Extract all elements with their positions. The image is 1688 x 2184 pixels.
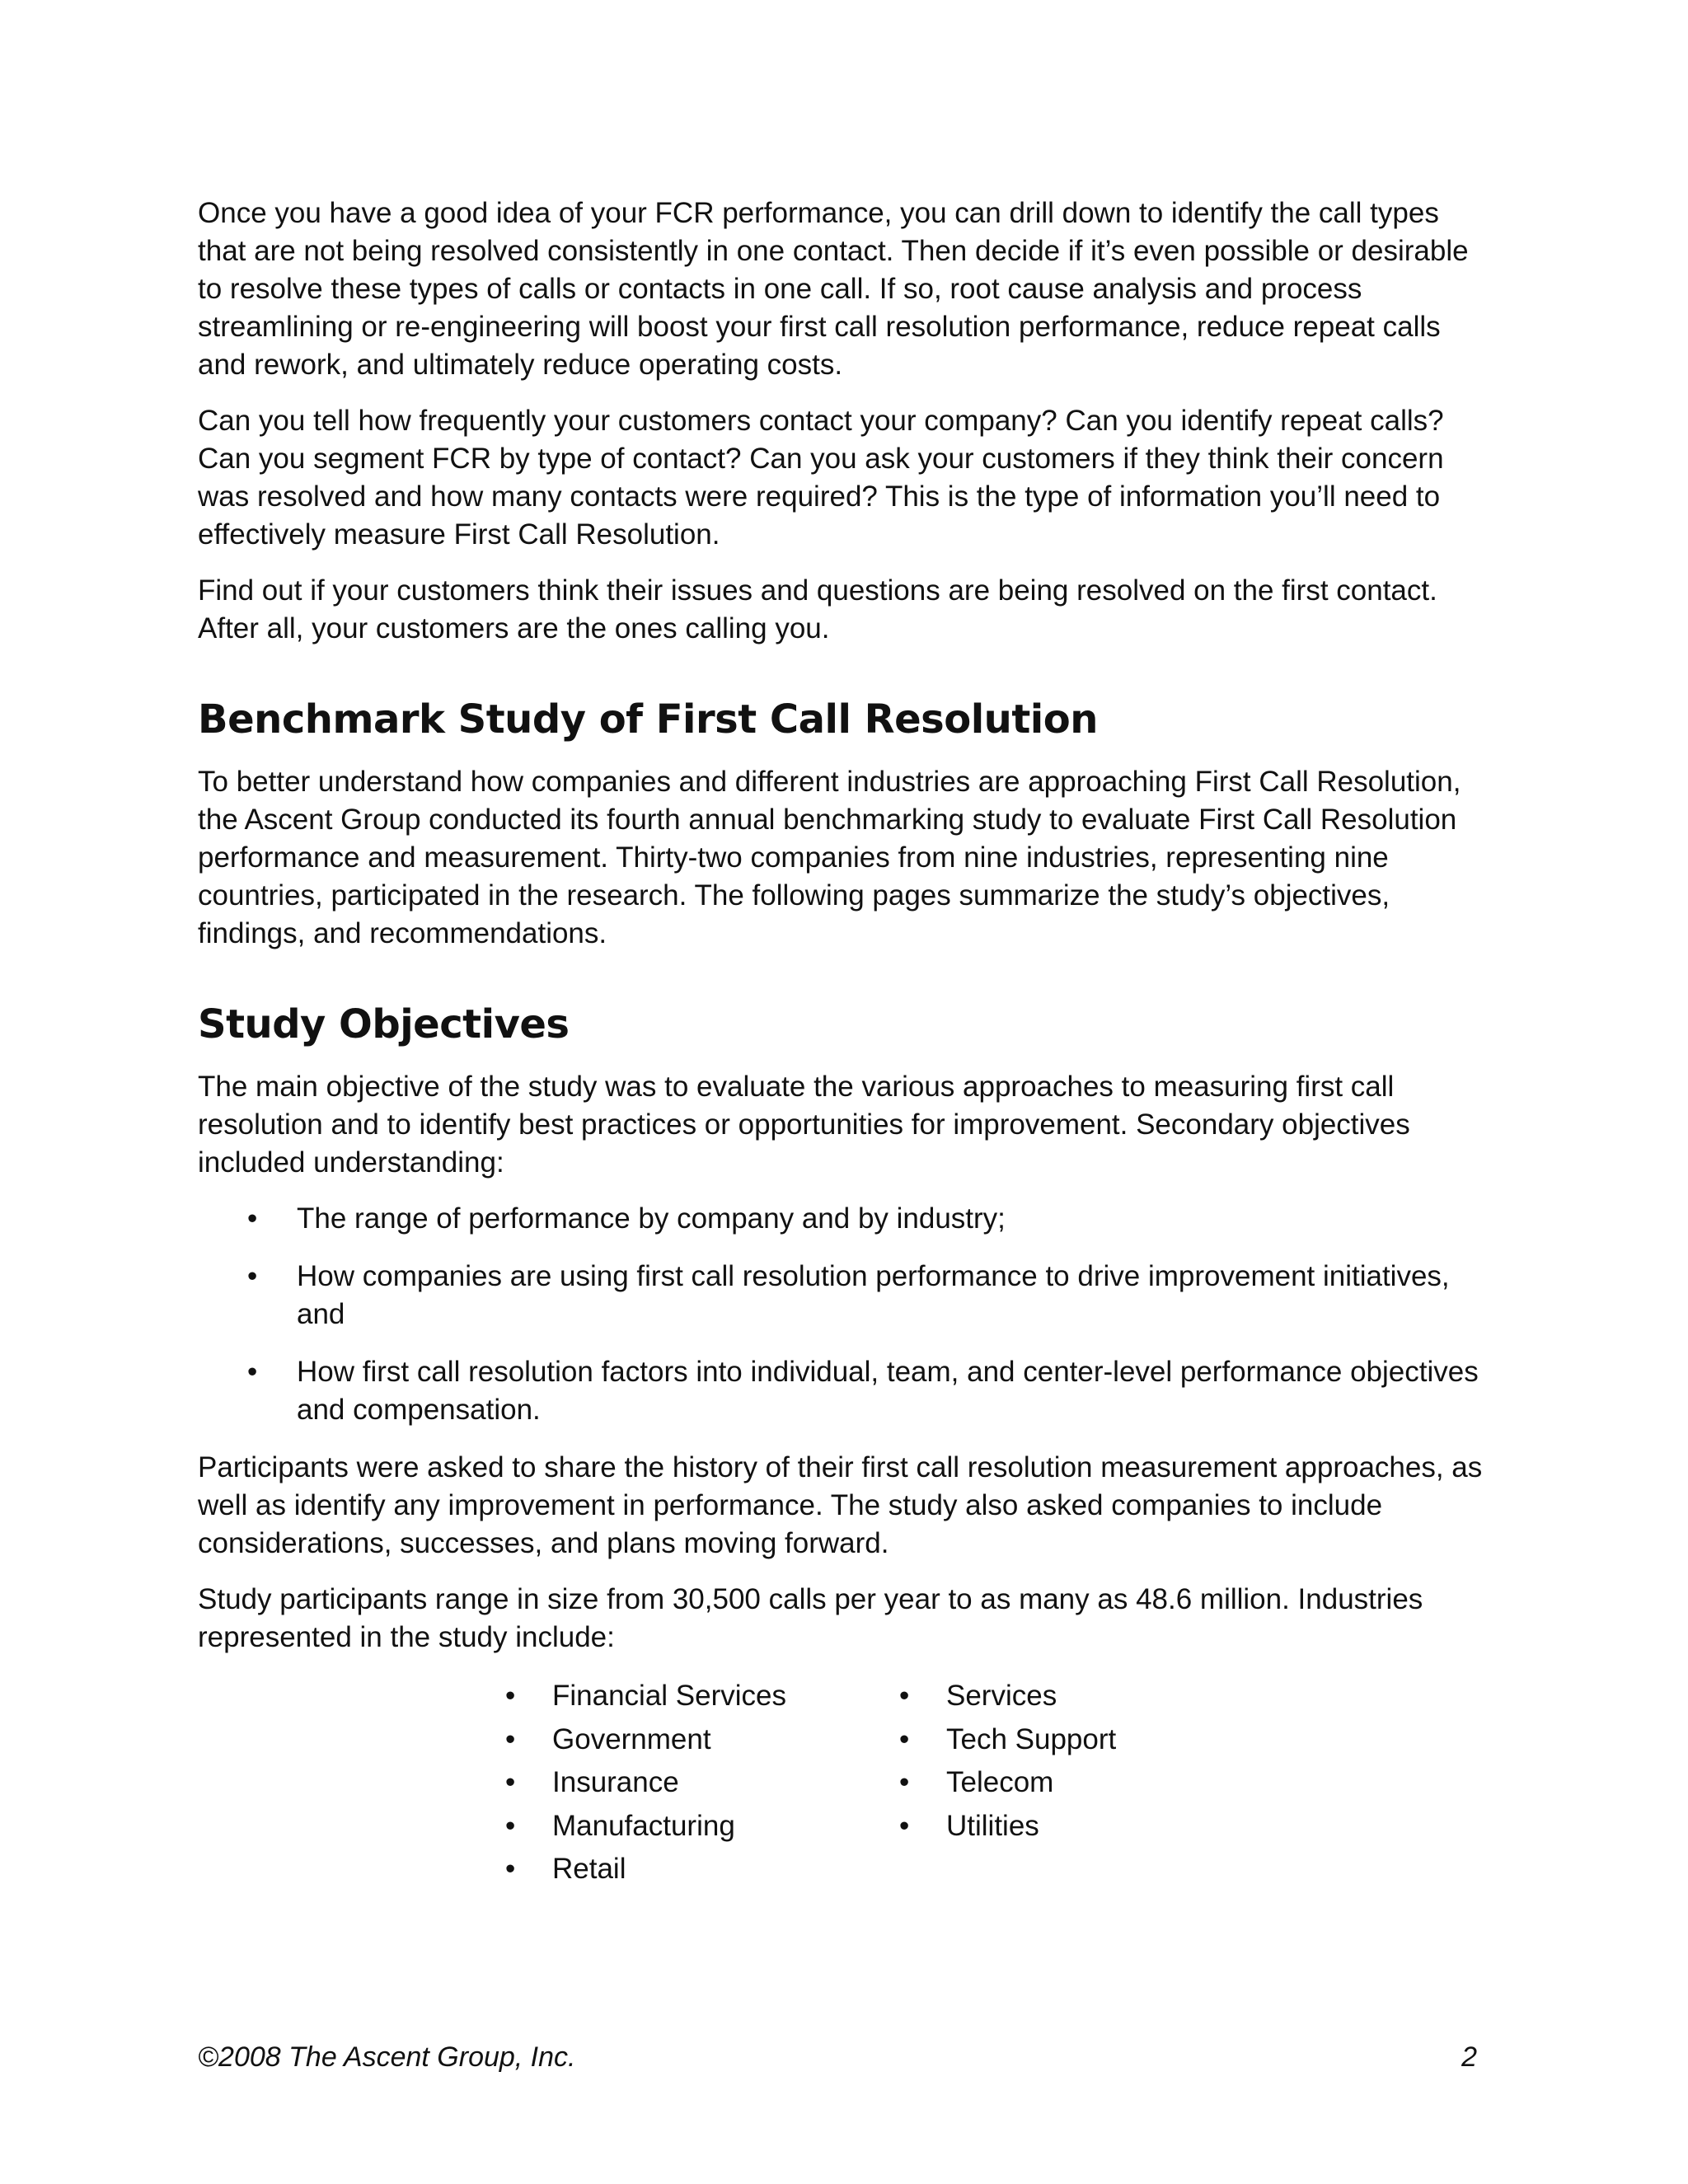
industry-label: Tech Support [946,1722,1117,1755]
list-item [899,1761,1116,1805]
list-item [505,1761,899,1805]
list-item [899,1675,1116,1718]
objectives-list [198,1200,1492,1429]
bullet-icon: • [899,1809,910,1842]
intro-paragraph-2: Can you tell how frequently your customers contact your company? Can you identify repeat calls? Can you segment FCR by type of contact? Can you ask your customers if they think their concern was resolved and how many contacts were required? This is the type of information you’ll need to effectively measure First Call Resolution. [198,405,1444,551]
list-item [505,1718,899,1762]
industry-label: Financial Services [552,1680,786,1712]
list-item-text: How first call resolution factors into individual, team, and center-level performance objectives and compensation. [297,1356,1479,1426]
industries-column-2 [899,1675,1116,1891]
list-item-text: How companies are using first call resolution performance to drive improvement initiatives, and [297,1260,1450,1330]
intro-paragraph-3: Find out if your customers think their issues and questions are being resolved on the first contact. After all, your customers are the ones calling you. [198,574,1437,644]
bullet-icon: • [899,1766,910,1798]
size-paragraph: Study participants range in size from 30,500 calls per year to as many as 48.6 million. Industries represented in the study include: [198,1583,1423,1653]
list-item-text: The range of performance by company and by industry; [297,1202,1006,1235]
list-item [899,1718,1116,1762]
page-content [198,194,1492,1891]
bullet-icon: • [505,1722,516,1755]
list-item [505,1848,899,1891]
bullet-icon: • [505,1766,516,1798]
list-item [505,1675,899,1718]
page-number: 2 [1461,2041,1477,2073]
objectives-paragraph: The main objective of the study was to evaluate the various approaches to measuring first call resolution and to identify best practices or opportunities for improvement. Secondary objectives included understanding: [198,1071,1410,1179]
intro-paragraph-1: Once you have a good idea of your FCR performance, you can drill down to identify the call types that are not being resolved consistently in one contact. Then decide if it’s even possible or desirable to resolve these types of calls or contacts in one call. If so, root cause analysis and process streamlining or re-engineering will boost your first call resolution performance, reduce repeat calls and rework, and ultimately reduce operating costs. [198,197,1469,381]
bullet-icon: • [505,1680,516,1712]
list-item [198,1353,1492,1429]
bullet-icon: • [247,1260,258,1292]
bullet-icon: • [899,1680,910,1712]
industry-label: Utilities [946,1809,1039,1842]
list-item [899,1805,1116,1849]
objectives-heading: Study Objectives [198,1001,570,1047]
industry-label: Insurance [552,1766,679,1798]
industry-label: Retail [552,1853,626,1885]
footer-copyright: ©2008 The Ascent Group, Inc. [198,2041,576,2073]
bullet-icon: • [505,1809,516,1842]
participants-paragraph: Participants were asked to share the history of their first call resolution measurement approaches, as well as identify any improvement in performance. The study also asked companies to include considerations, successes, and plans moving forward. [198,1451,1483,1559]
list-item [505,1805,899,1849]
industries-list [505,1675,1492,1891]
industry-label: Services [946,1680,1057,1712]
benchmark-heading: Benchmark Study of First Call Resolution [198,696,1098,743]
benchmark-paragraph: To better understand how companies and different industries are approaching First Call Resolution, the Ascent Group conducted its fourth annual benchmarking study to evaluate First Call Resolution performance and measurement. Thirty-two companies from nine industries, representing nine countries, participated in the research. The following pages summarize the study’s objectives, findings, and recommendations. [198,766,1461,949]
industry-label: Manufacturing [552,1809,735,1842]
industry-label: Telecom [946,1766,1054,1798]
bullet-icon: • [247,1356,258,1388]
list-item [198,1258,1492,1333]
list-item [198,1200,1492,1238]
industries-column-1 [505,1675,899,1891]
bullet-icon: • [899,1722,910,1755]
bullet-icon: • [247,1202,258,1235]
bullet-icon: • [505,1853,516,1885]
industry-label: Government [552,1722,711,1755]
